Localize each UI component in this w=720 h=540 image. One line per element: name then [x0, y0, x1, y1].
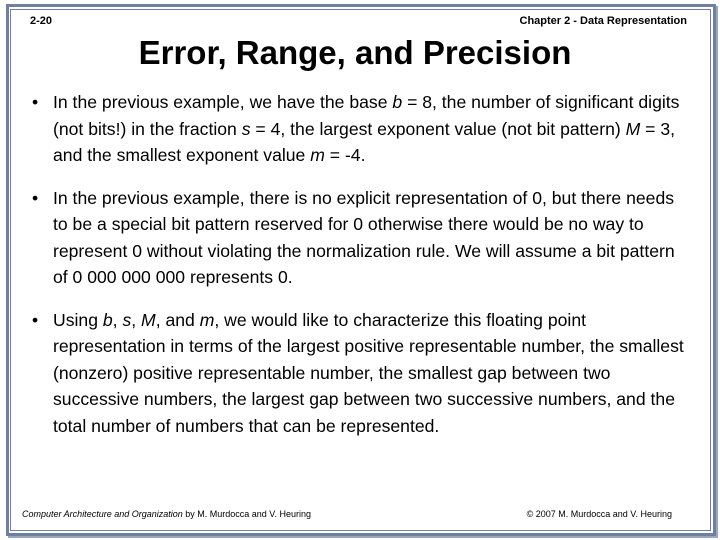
chapter-label: Chapter 2 - Data Representation — [519, 15, 687, 27]
bullet-item-1 — [32, 89, 692, 169]
bullet-text-1: In the previous example, we have the base b = 8, the number of significant digits (not bits!) in the fraction s = 4, the largest exponent value (not bit pattern) M = 3, and the smallest exponent value m = -4. — [53, 92, 680, 165]
book-authors: by M. Murdocca and V. Heuring — [182, 509, 311, 519]
bullet-icon: • — [32, 187, 39, 208]
bullet-text-3: Using b, s, M, and m, we would like to characterize this floating point representation in terms of the largest positive representable number, the smallest (nonzero) positive representable number, the smallest gap between two successive numbers, the largest gap between two successive numbers, and the total number of numbers that can be represented. — [53, 309, 684, 436]
bullet-text-2: In the previous example, there is no explicit representation of 0, but there needs to be a special bit pattern reserved for 0 otherwise there would be no way to represent 0 without violating the normalization rule. We will assume a bit pattern of 0 000 000 000 represents 0. — [53, 187, 675, 287]
book-title: Computer Architecture and Organization — [22, 509, 183, 519]
bullet-item-3 — [32, 307, 692, 440]
bullet-list — [32, 89, 692, 455]
footer-copyright: © 2007 M. Murdocca and V. Heuring — [526, 509, 672, 519]
slide-title: Error, Range, and Precision — [138, 34, 572, 71]
footer-citation — [22, 509, 311, 519]
bullet-item-2 — [32, 185, 692, 291]
page-number: 2-20 — [30, 15, 53, 27]
bullet-icon: • — [32, 92, 39, 112]
bullet-icon: • — [32, 309, 39, 330]
